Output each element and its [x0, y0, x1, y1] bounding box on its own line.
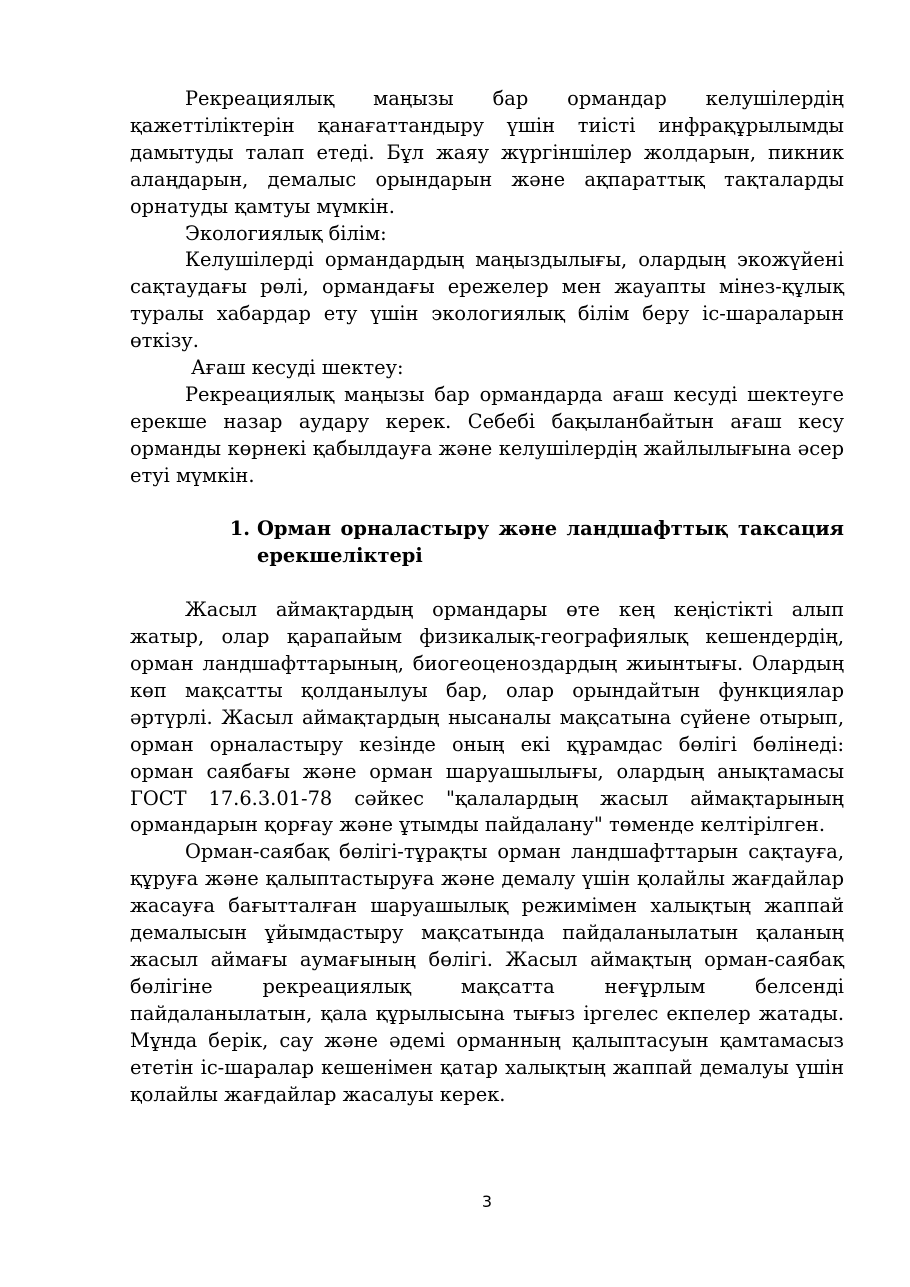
- document-body: [130, 86, 844, 1108]
- paragraph-forest-park-part: Орман-саябақ бөлігі-тұрақты орман ландшафттарын сақтауға, құруға және қалыптастыруға және демалу үшін қолайлы жағдайлар жасауға бағытталған шаруашылық режимімен халықтың жаппай демалысын ұйымдастыру мақсатында пайдаланылатын қаланың жасыл аймағы аумағының бөлігі. Жасыл аймақтың орман-саябақ бөлігіне рекреациялық мақсатта неғұрлым белсенді пайдаланылатын, қала құрылысына тығыз іргелес екпелер жатады. Мұнда берік, сау және әдемі орманның қалыптасуын қамтамасыз ететін іс-шаралар кешенімен қатар халықтың жаппай демалуы үшін қолайлы жағдайлар жасалуы керек.: [130, 840, 844, 1106]
- section-number: 1.: [229, 517, 250, 541]
- paragraph-infrastructure: Рекреациялық маңызы бар ормандар келушілердің қажеттіліктерін қанағаттандыру үшін тиісті инфрақұрылымды дамытуды талап етеді. Бұл жаяу жүргіншілер жолдарын, пикник алаңдарын, демалыс орындарын және ақпараттық тақталарды орнатуды қамтуы мүмкін.: [130, 87, 844, 218]
- spacer: [130, 570, 844, 597]
- paragraph-logging-restriction: Рекреациялық маңызы бар ормандарда ағаш кесуді шектеуге ерекше назар аудару керек. Себебі бақыланбайтын ағаш кесу орманды көрнекі қабылдауға және келушілердің жайлылығына әсер етуі мүмкін.: [130, 382, 844, 487]
- section-title: Орман орналастыру және ландшафттық таксация ерекшеліктері: [257, 517, 844, 568]
- subheading-ecological-education: Экологиялық білім:: [185, 221, 387, 245]
- paragraph-green-zone-forests: Жасыл аймақтардың ормандары өте кең кеңістікті алып жатыр, олар қарапайым физикалық-географиялық кешендердің, орман ландшафттарының, биогеоценоздардың жиынтығы. Олардың көп мақсатты қолданылуы бар, олар орындайтын функциялар әртүрлі. Жасыл аймақтардың нысаналы мақсатына сүйене отырып, орман орналастыру кезінде оның екі құрамдас бөлігі бөлінеді: орман саябағы және орман шаруашылығы, олардың анықтамасы ГОСТ 17.6.3.01-78 сәйкес "қалалардың жасыл аймақтарының ормандарын қорғау және ұтымды пайдалану" төменде келтірілген.: [130, 598, 844, 837]
- subheading-logging-restriction: Ағаш кесуді шектеу:: [191, 356, 404, 380]
- paragraph-ecological-education: Келушілерді ормандардың маңыздылығы, олардың экожүйені сақтаудағы рөлі, ормандағы ережелер мен жауапты мінез-құлық туралы хабардар ету үшін экологиялық білім беру іс-шараларын өткізу.: [130, 248, 844, 353]
- page-number: 3: [481, 1192, 493, 1211]
- spacer: [130, 490, 844, 517]
- section-heading: [130, 516, 844, 570]
